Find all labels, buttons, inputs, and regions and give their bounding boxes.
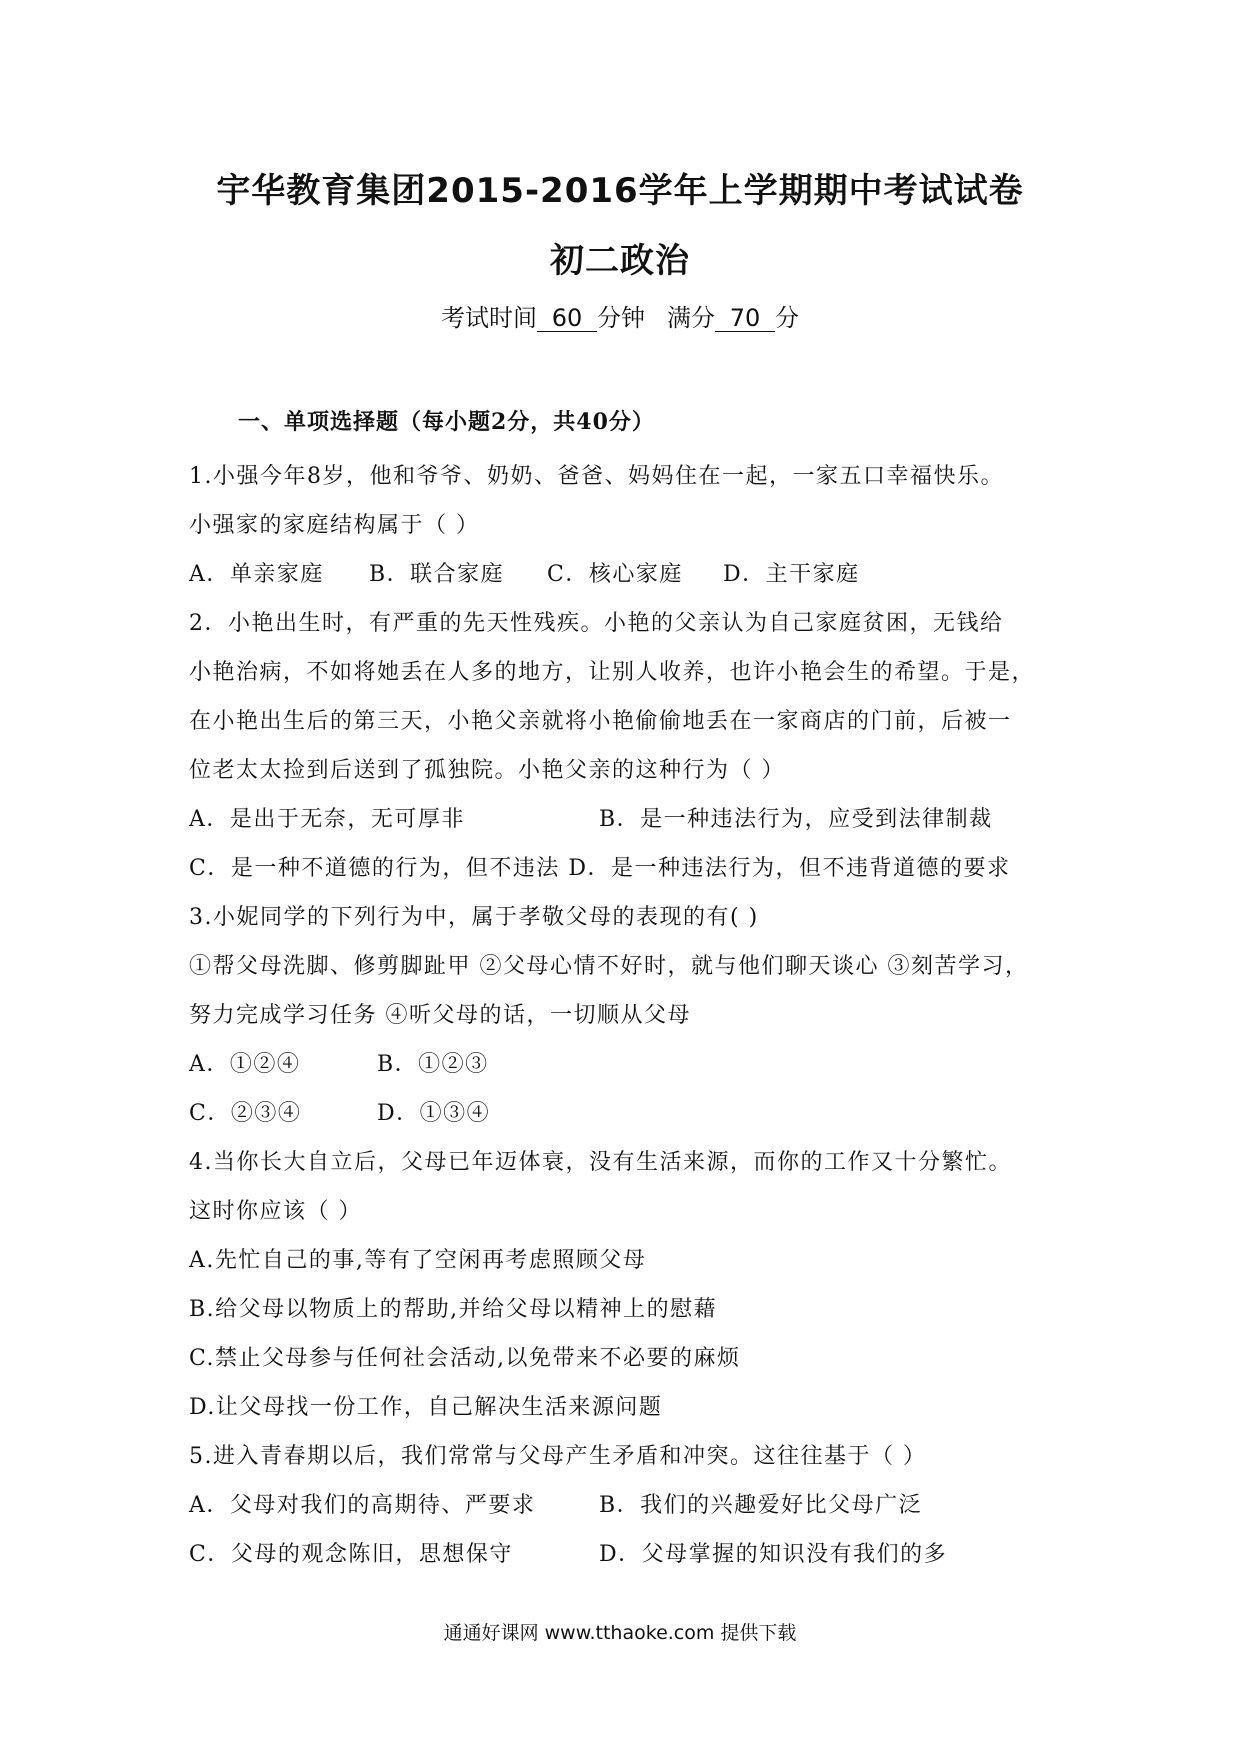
score-unit: 分	[775, 304, 799, 332]
score-label: 满分	[667, 304, 715, 332]
q2-option-a: A．是出于无奈，无可厚非	[189, 807, 465, 832]
question-1-text-line-1: 1.小强今年8岁，他和爷爷、奶奶、爸爸、妈妈住在一起，一家五口幸福快乐。	[189, 464, 1004, 489]
q3-option-c: C．②③④	[189, 1101, 302, 1126]
question-3-text-line-3: 努力完成学习任务 ④听父母的话，一切顺从父母	[189, 1003, 691, 1028]
question-2-text-line-4: 位老太太捡到后送到了孤独院。小艳父亲的这种行为（ ）	[189, 758, 785, 783]
exam-info	[0, 298, 1240, 333]
time-label: 考试时间	[441, 304, 537, 332]
question-2-text-line-1: 2．小艳出生时，有严重的先天性残疾。小艳的父亲认为自己家庭贫困，无钱给	[189, 611, 1004, 636]
q1-option-d: D．主干家庭	[723, 562, 860, 587]
section-heading: 一、单项选择题（每小题2分，共40分）	[238, 409, 655, 435]
q5-option-b: B．我们的兴趣爱好比父母广泛	[599, 1493, 923, 1518]
q5-option-d: D．父母掌握的知识没有我们的多	[599, 1542, 948, 1567]
question-list	[189, 452, 1069, 1579]
question-4-text-line-2: 这时你应该（ ）	[189, 1199, 362, 1224]
question-3-text-line-2: ①帮父母洗脚、修剪脚趾甲 ②父母心情不好时，就与他们聊天谈心 ③刻苦学习，	[189, 954, 1029, 979]
question-2-options-row-1	[189, 795, 1069, 844]
q5-option-c: C．父母的观念陈旧，思想保守	[189, 1542, 513, 1567]
question-2-text-line-2: 小艳治病，不如将她丢在人多的地方，让别人收养，也许小艳会生的希望。于是，	[189, 660, 1036, 685]
subject-title: 初二政治	[550, 241, 690, 281]
q5-option-a: A．父母对我们的高期待、严要求	[189, 1493, 536, 1518]
question-1-options	[189, 550, 1069, 599]
q3-option-b: B．①②③	[377, 1052, 489, 1077]
q2-option-c: C．是一种不道德的行为，但不违法	[189, 856, 560, 881]
question-5-options-row-2	[189, 1530, 1069, 1579]
q2-option-b: B．是一种违法行为，应受到法律制裁	[599, 807, 993, 832]
question-5-options-row-1	[189, 1481, 1069, 1530]
exam-title: 宇华教育集团2015-2016学年上学期期中考试试卷	[216, 171, 1024, 211]
time-value: 60	[537, 305, 597, 332]
question-3-options-row-2	[189, 1089, 1069, 1138]
footer-watermark: 通通好课网 www.tthaoke.com 提供下载	[443, 1622, 797, 1644]
q4-option-b: B.给父母以物质上的帮助,并给父母以精神上的慰藉	[189, 1297, 718, 1322]
question-5-text-line-1: 5.进入青春期以后，我们常常与父母产生矛盾和冲突。这往往基于（ ）	[189, 1444, 927, 1469]
question-1-text-line-2: 小强家的家庭结构属于（ ）	[189, 513, 480, 538]
q4-option-a: A.先忙自己的事,等有了空闲再考虑照顾父母	[189, 1248, 647, 1273]
q3-option-d: D．①③④	[377, 1101, 491, 1126]
time-unit: 分钟	[597, 304, 645, 332]
q1-option-a: A．单亲家庭	[189, 562, 324, 587]
q4-option-c: C.禁止父母参与任何社会活动,以免带来不必要的麻烦	[189, 1346, 741, 1371]
question-2-options-row-2	[189, 844, 1069, 893]
question-2-text-line-3: 在小艳出生后的第三天，小艳父亲就将小艳偷偷地丢在一家商店的门前，后被一	[189, 709, 1012, 734]
q4-option-d: D.让父母找一份工作，自己解决生活来源问题	[189, 1395, 663, 1420]
q1-option-c: C．核心家庭	[547, 562, 683, 587]
question-4-text-line-1: 4.当你长大自立后，父母已年迈体衰，没有生活来源，而你的工作又十分繁忙。	[189, 1150, 1012, 1175]
q3-option-a: A．①②④	[189, 1052, 301, 1077]
question-3-options-row-1	[189, 1040, 1069, 1089]
score-value: 70	[715, 305, 775, 332]
q1-option-b: B．联合家庭	[369, 562, 505, 587]
q2-option-d: D．是一种违法行为，但不违背道德的要求	[568, 856, 1011, 881]
question-3-text-line-1: 3.小妮同学的下列行为中，属于孝敬父母的表现的有( )	[189, 905, 759, 930]
